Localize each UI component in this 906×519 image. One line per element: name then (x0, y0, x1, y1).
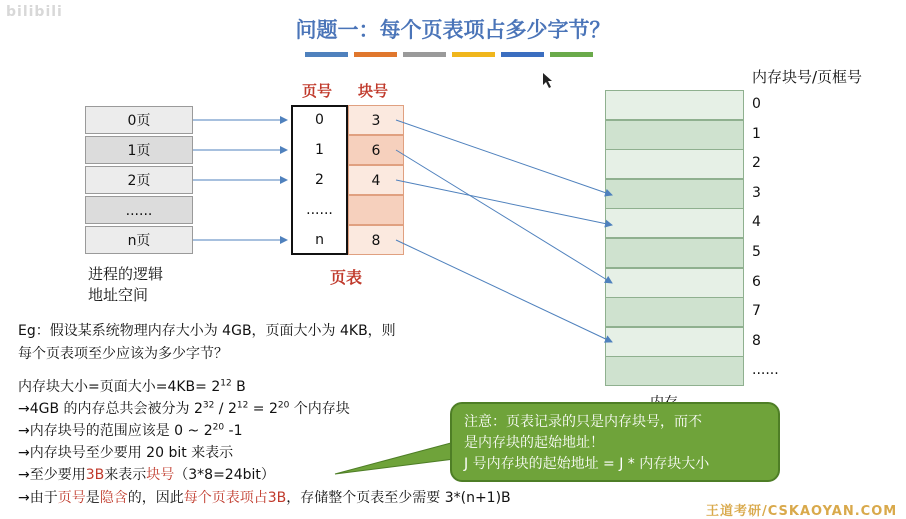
logical-page-cell: ...... (85, 196, 193, 224)
page-number-cell: ...... (306, 202, 333, 218)
memory-frame-number: 8 (752, 332, 761, 349)
note-callout: 注意：页表记录的只是内存块号，而不 是内存块的起始地址！ J 号内存块的起始地址 = J * 内存块大小 (450, 402, 780, 482)
frame-number-cell: 6 (348, 135, 404, 165)
step-bytes: →至少要用3B来表示块号（3*8=24bit） (18, 467, 275, 483)
mouse-cursor (543, 73, 552, 88)
example-line2: 每个页表项至少应该为多少字节？ (18, 346, 228, 362)
logical-page-cell: n页 (85, 226, 193, 254)
arrow-frame8 (396, 240, 612, 342)
frame-number-cell: 8 (348, 225, 404, 255)
logical-address-caption: 进程的逻辑 地址空间 (88, 265, 164, 304)
page-number-cell: n (315, 232, 324, 248)
page-number-cell: 1 (315, 142, 324, 158)
frame-number-cell: 4 (348, 165, 404, 195)
page-table-caption: 页表 (330, 268, 363, 287)
step-block-size: 内存块大小=页面大小$=4KB= 2^{12}$ B (18, 378, 246, 395)
frame-number-cell: 3 (348, 105, 404, 135)
logical-page-cell: 1页 (85, 136, 193, 164)
brand-watermark: 王道考研/CSKAOYAN.COM (706, 504, 898, 519)
step-block-range: →内存块号的范围应该是 0 ~ $2^{20}$ -1 (18, 422, 243, 439)
bilibili-watermark: bilibili (6, 4, 63, 20)
memory-frame-number: 0 (752, 96, 761, 112)
step-bits: →内存块号至少要用 20 bit 来表示 (18, 445, 234, 461)
memory-frame-number: 2 (752, 155, 761, 172)
step-conclusion: →由于页号是隐含的，因此每个页表项占3B，存储整个页表至少需要 3*(n+1)B (18, 490, 511, 506)
slide-title: 问题一：每个页表项占多少字节？ (295, 18, 611, 42)
arrow-frame3 (396, 120, 612, 195)
frame-number-header: 块号 (358, 82, 389, 100)
step-block-count: →4GB 的内存总共会被分为 $2^{32} / 2^{12} = 2^{20}$ 个内存块 (18, 400, 350, 417)
page-number-header: 页号 (302, 82, 333, 100)
callout-pointer (335, 440, 462, 474)
logical-page-cell: 2页 (85, 166, 193, 194)
arrow-frame6 (396, 150, 612, 283)
memory-frame-number: 7 (752, 303, 761, 320)
page-number-cell: 0 (315, 112, 324, 128)
memory-frame-number: 5 (752, 244, 761, 260)
memory-frame-number: ...... (752, 362, 779, 379)
memory-frame-number: 3 (752, 184, 761, 201)
memory-frame-number: 6 (752, 273, 761, 290)
logical-page-cell: 0页 (85, 106, 193, 134)
memory-frame-header: 内存块号/页框号 (752, 68, 863, 86)
memory-frame-number: 1 (752, 125, 761, 142)
memory-frame-number: 4 (752, 214, 761, 231)
example-line1: Eg：假设某系统物理内存大小为 4GB，页面大小为 4KB，则 (18, 323, 396, 339)
page-number-cell: 2 (315, 172, 324, 188)
arrow-frame4 (396, 180, 612, 225)
